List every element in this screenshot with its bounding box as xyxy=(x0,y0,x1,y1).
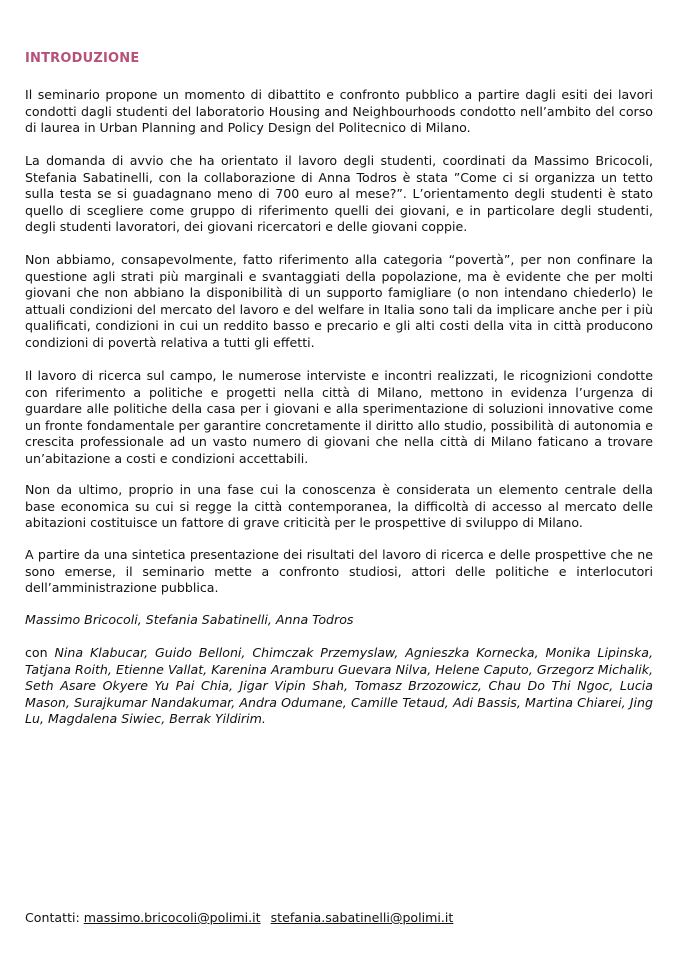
intro-paragraph-3: Non abbiamo, consapevolmente, fatto riferimento alla categoria “povertà”, per non confinare la questione agli strati più marginali e svantaggiati della popolazione, ma è evidente che per molti giovani che non abbiano la disponibilità di un supporto famigliare (o non intendano chiederlo) le attuali condizioni del mercato del lavoro e del welfare in Italia sono tali da implicare anche per i più qualificati, condizioni in cui un reddito basso e precario e gli alti costi della vita in città producono condizioni di povertà relativa a tutti gli effetti. xyxy=(25,252,653,350)
intro-paragraph-6: A partire da una sintetica presentazione dei risultati del lavoro di ricerca e delle prospettive che ne sono emerse, il seminario mette a confronto studiosi, attori delle politiche e interlocutori dell’amministrazione pubblica. xyxy=(25,547,653,595)
intro-paragraph-1: Il seminario propone un momento di dibattito e confronto pubblico a partire dagli esiti dei lavori condotti dagli studenti del laboratorio Housing and Neighbourhoods condotto nell’ambito del corso di laurea in Urban Planning and Policy Design del Politecnico di Milano. xyxy=(25,87,653,135)
collaborators-prefix: con xyxy=(25,645,48,660)
collaborators-names: Nina Klabucar, Guido Belloni, Chimczak Przemyslaw, Agnieszka Kornecka, Monika Lipinska, Tatjana Roith, Etienne Vallat, Karenina Aramburu Guevara Nilva, Helene Caputo, Grzegorz Michalik, Seth Asare Okyere Yu Pai Chia, Jigar Vipin Shah, Tomasz Brzozowicz, Chau Do Thi Ngoc, Lucia Mason, Surajkumar Nandakumar, Andra Odumane, Camille Tetaud, Adi Bassis, Martina Chiarei, Jing Lu, Magdalena Siwiec, Berrak Yildirim. xyxy=(25,645,653,726)
intro-paragraph-4: Il lavoro di ricerca sul campo, le numerose interviste e incontri realizzati, le ricognizioni condotte con riferimento a politiche e progetti nella città di Milano, mettono in evidenza l’urgenza di guardare alle politiche della casa per i giovani e alla sperimentazione di soluzioni innovative come un fronte fondamentale per garantire concretamente il diritto allo studio, possibilità di autonomia e crescita professionale ad un vasto numero di giovani che nella città di Milano faticano a trovare un’abitazione a costi e condizioni accettabili. xyxy=(25,368,653,466)
collaborators-list xyxy=(25,645,653,728)
contacts-label: Contatti: xyxy=(25,910,80,925)
email-link-bricocoli[interactable]: massimo.bricocoli@polimi.it xyxy=(83,910,261,925)
section-heading: INTRODUZIONE xyxy=(25,51,140,66)
email-link-sabatinelli[interactable]: stefania.sabatinelli@polimi.it xyxy=(270,910,454,925)
contacts-line xyxy=(25,910,453,927)
intro-paragraph-5: Non da ultimo, proprio in una fase cui la conoscenza è considerata un elemento centrale della base economica su cui si regge la città contemporanea, la difficoltà di accesso al mercato delle abitazioni costituisce un fattore di grave criticità per le prospettive di sviluppo di Milano. xyxy=(25,482,653,530)
authors-signature: Massimo Bricocoli, Stefania Sabatinelli, Anna Todros xyxy=(25,612,354,627)
intro-paragraph-2: La domanda di avvio che ha orientato il lavoro degli studenti, coordinati da Massimo Bricocoli, Stefania Sabatinelli, con la collaborazione di Anna Todros è stata ”Come ci si organizza un tetto sulla testa se si guadagnano meno di 700 euro al mese?”. L’orientamento degli studenti è stato quello di scegliere come gruppo di riferimento quelli dei giovani, e in particolare degli studenti, degli studenti lavoratori, dei giovani ricercatori e delle giovani coppie. xyxy=(25,153,653,234)
